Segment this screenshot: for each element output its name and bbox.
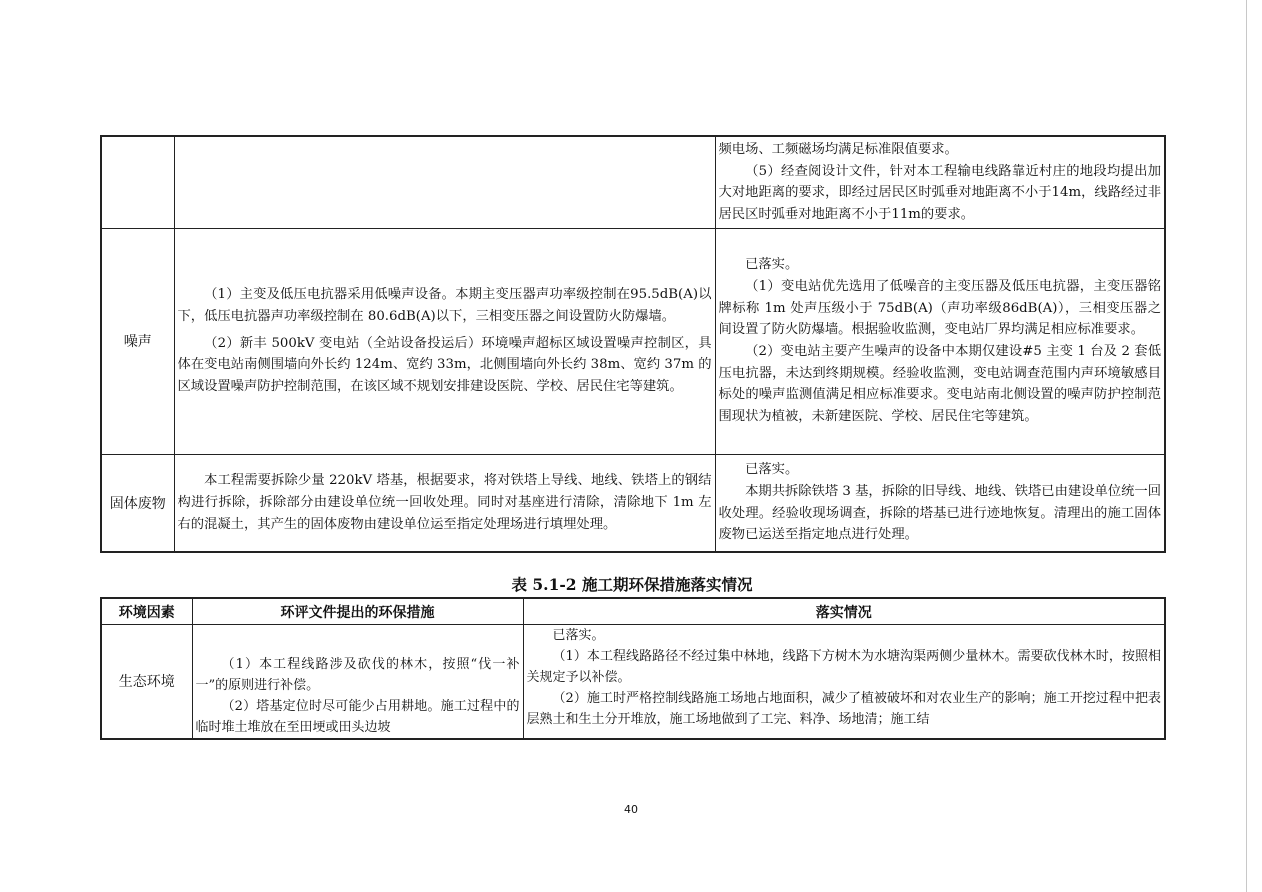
- implementation-cell: [715, 136, 1165, 228]
- table-operation-measures: [100, 135, 1166, 553]
- table-row: [101, 228, 1165, 454]
- factor-cell: [101, 136, 174, 228]
- measures-cell: [174, 228, 715, 454]
- paragraph: 本工程需要拆除少量 220kV 塔基，根据要求，将对铁塔上导线、地线、铁塔上的钢结构进行拆除，拆除部分由建设单位统一回收处理。同时对基座进行清除，清除地下 1m 左右的混凝土，其产生的固体废物由建设单位运至指定处理场进行填埋处理。: [177, 473, 712, 532]
- implementation-cell: [715, 228, 1165, 454]
- paragraph: 已落实。: [552, 628, 605, 643]
- table-row: [101, 625, 1165, 739]
- table-caption: 表 5.1-2 施工期环保措施落实情况: [511, 575, 753, 594]
- paragraph: （2）施工时严格控制线路施工场地占地面积，减少了植被破坏和对农业生产的影响；施工开挖过程中把表层熟土和生土分开堆放，施工场地做到了工完、料净、场地清；施工结: [526, 691, 1161, 727]
- measures-cell: [174, 454, 715, 552]
- measures-cell: [192, 625, 523, 739]
- header-factor: 环境因素: [101, 598, 192, 625]
- paragraph: （1）主变及低压电抗器采用低噪声设备。本期主变压器声功率级控制在95.5dB(A)以下，低压电抗器声功率级控制在 80.6dB(A)以下，三相变压器之间设置防火防爆墙。: [177, 287, 712, 324]
- factor-cell: 生态环境: [101, 625, 192, 739]
- page-edge-line: [1246, 0, 1247, 892]
- paragraph: 频电场、工频磁场均满足标准限值要求。: [718, 141, 958, 157]
- header-measures: 环评文件提出的环保措施: [192, 598, 523, 625]
- paragraph: 本期共拆除铁塔 3 基，拆除的旧导线、地线、铁塔已由建设单位统一回收处理。经验收现场调查，拆除的塔基已进行迹地恢复。清理出的施工固体废物已运送至指定地点进行处理。: [718, 484, 1161, 543]
- paragraph: （5）经查阅设计文件，针对本工程输电线路靠近村庄的地段均提出加大对地距离的要求，即经过居民区时弧垂对地距离不小于14m，线路经过非居民区时弧垂对地距离不小于11m的要求。: [718, 163, 1161, 222]
- paragraph: （1）变电站优先选用了低噪音的主变压器及低压电抗器，主变压器铭牌标称 1m 处声压级小于 75dB(A)（声功率级86dB(A)），三相变压器之间设置了防火防爆墙。根据验收监测，变电站厂界均满足相应标准要求。: [718, 278, 1161, 338]
- factor-cell: 噪声: [101, 228, 174, 454]
- page-number: 40: [624, 803, 638, 816]
- implementation-cell: [715, 454, 1165, 552]
- paragraph: 已落实。: [745, 462, 799, 478]
- paragraph: 已落实。: [745, 257, 799, 273]
- table-header-row: [101, 598, 1165, 625]
- paragraph: （2）新丰 500kV 变电站（全站设备投运后）环境噪声超标区域设置噪声控制区，具体在变电站南侧围墙向外长约 124m、宽约 33m，北侧围墙向外长约 38m、宽约 37m 的区域设置噪声防护控制范围，在该区域不规划安排建设医院、学校、居民住宅等建筑。: [177, 335, 712, 395]
- paragraph: （1）本工程线路涉及砍伐的林木，按照“伐一补一”的原则进行补偿。: [195, 656, 520, 693]
- factor-cell: 固体废物: [101, 454, 174, 552]
- paragraph: （1）本工程线路路径不经过集中林地，线路下方树木为水塘沟渠两侧少量林木。需要砍伐林木时，按照相关规定予以补偿。: [526, 649, 1161, 685]
- measures-cell: [174, 136, 715, 228]
- paragraph: （2）塔基定位时尽可能少占用耕地。施工过程中的临时堆土堆放在至田埂或田头边坡: [195, 698, 520, 735]
- header-implementation: 落实情况: [523, 598, 1165, 625]
- implementation-cell: [523, 625, 1165, 739]
- table-row: [101, 136, 1165, 228]
- table-row: [101, 454, 1165, 552]
- table-construction-measures: [100, 597, 1166, 740]
- paragraph: （2）变电站主要产生噪声的设备中本期仅建设#5 主变 1 台及 2 套低压电抗器，未达到终期规模。经验收监测，变电站调查范围内声环境敏感目标处的噪声监测值满足相应标准要求。变电站南北侧设置的噪声防护控制范围现状为植被，未新建医院、学校、居民住宅等建筑。: [718, 344, 1161, 425]
